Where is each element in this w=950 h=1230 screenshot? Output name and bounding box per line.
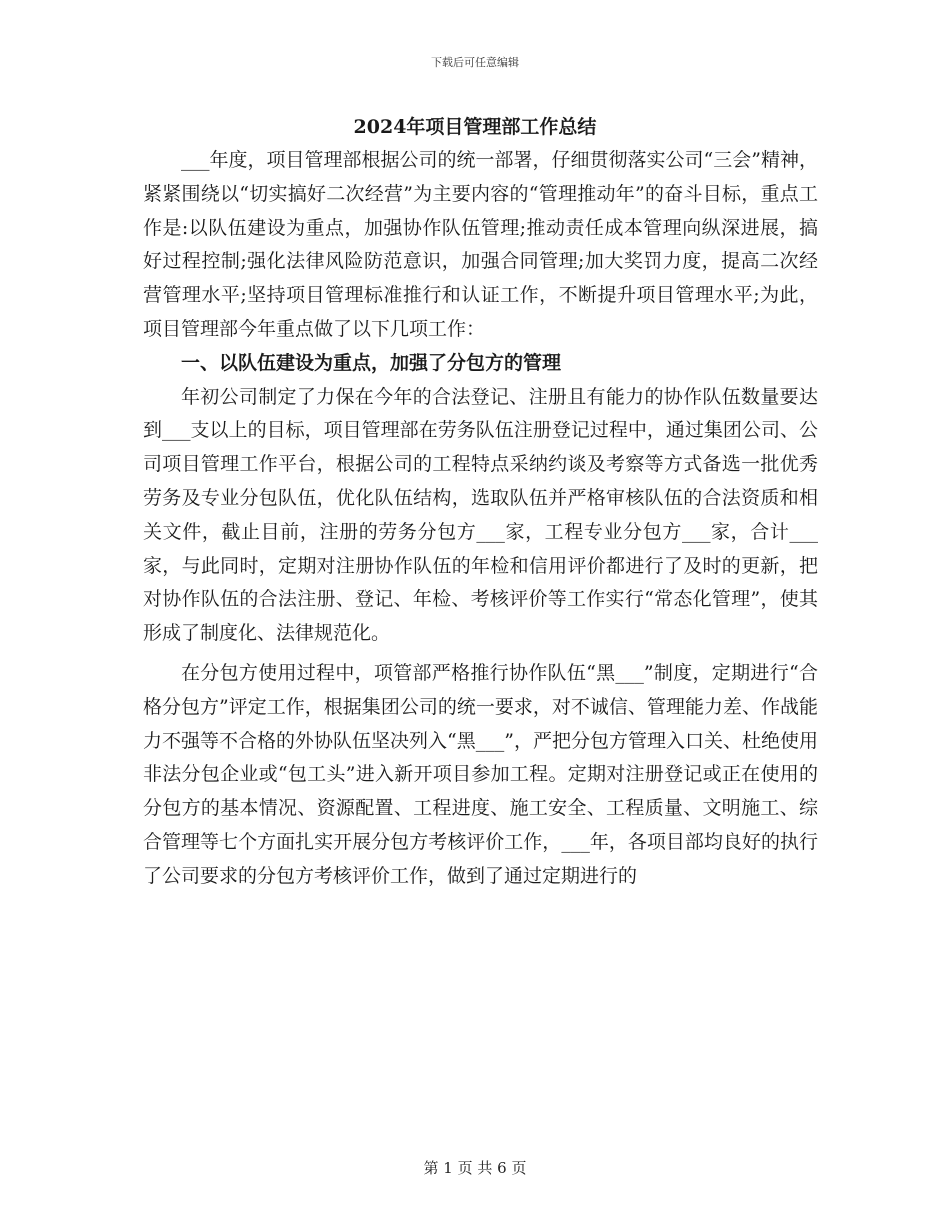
paragraph-team-registration: 年初公司制定了力保在今年的合法登记、注册且有能力的协作队伍数量要达到___支以上的目标，项目管理部在劳务队伍注册登记过程中，通过集团公司、公司项目管理工作平台，根据公司的工程特点采纳约谈及考察等方式备选一批优秀劳务及专业分包队伍，优化队伍结构，选取队伍并严格审核队伍的合法资质和相关文件，截止目前，注册的劳务分包方___家，工程专业分包方___家，合计___家，与此同时，定期对注册协作队伍的年检和信用评价都进行了及时的更新，把对协作队伍的合法注册、登记、年检、考核评价等工作实行“常态化管理”，使其形成了制度化、法律规范化。 [143,385,818,645]
paragraph-subcontractor-usage: 在分包方使用过程中，项管部严格推行协作队伍“黑___”制度，定期进行“合格分包方”评定工作，根据集团公司的统一要求，对不诚信、管理能力差、作战能力不强等不合格的外协队伍坚决列入“黑___”，严把分包方管理入口关、杜绝使用非法分包企业或“包工头”进入新开项目参加工程。定期对注册登记或正在使用的分包方的基本情况、资源配置、工程进度、施工安全、工程质量、文明施工、综合管理等七个方面扎实开展分包方考核评价工作，___年，各项目部均良好的执行了公司要求的分包方考核评价工作，做到了通过定期进行的 [143,661,818,887]
paragraph-intro: ___年度，项目管理部根据公司的统一部署，仔细贯彻落实公司“三会”精神，紧紧围绕以“切实搞好二次经营”为主要内容的“管理推动年”的奋斗目标，重点工作是:以队伍建设为重点，加强协作队伍管理;推动责任成本管理向纵深进展，搞好过程控制;强化法律风险防范意识，加强合同管理;加大奖罚力度，提高二次经营管理水平;坚持项目管理标准推行和认证工作，不断提升项目管理水平;为此，项目管理部今年重点做了以下几项工作： [143,149,818,340]
section-heading: 一、以队伍建设为重点，加强了分包方的管理 [181,351,562,374]
document-body [143,144,818,894]
page-header-note: 下载后可任意编辑 [431,56,519,69]
document-title: 2024年项目管理部工作总结 [353,116,597,138]
page-number: 第 1 页 共 6 页 [423,1159,527,1177]
